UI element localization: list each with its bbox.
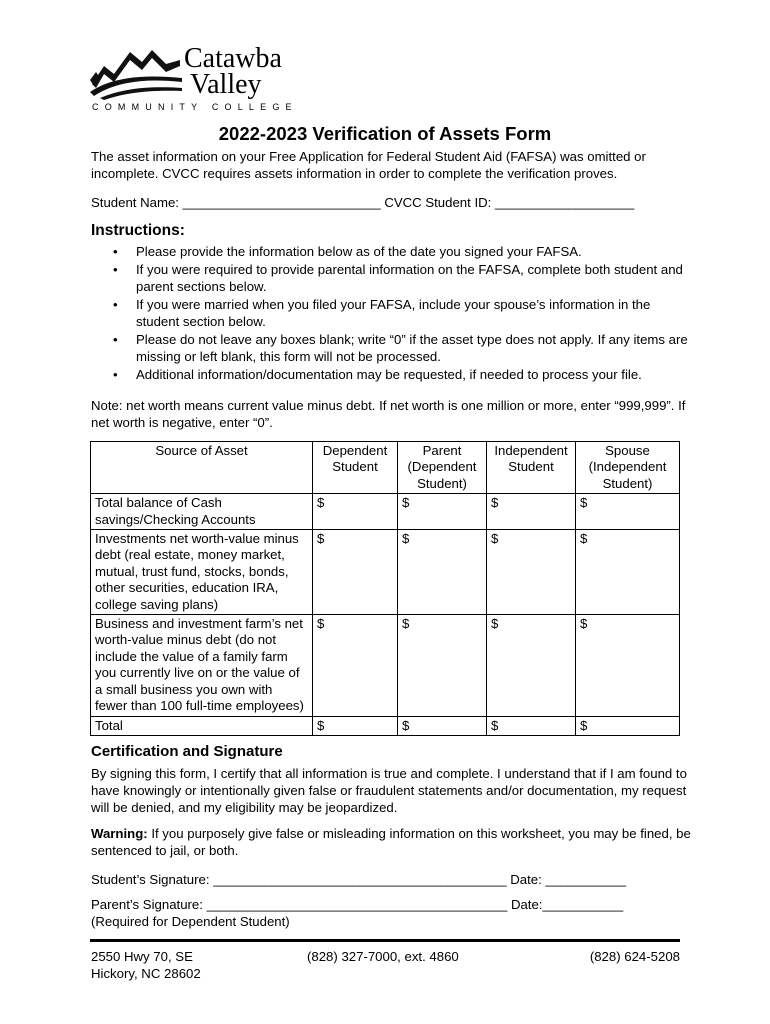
footer-phone-alt: (828) 624-5208 — [589, 949, 680, 964]
amount-cell[interactable]: $ — [487, 494, 576, 530]
list-item: • If you were required to provide parental information on the FAFSA, complete both student and parent sections below. — [113, 261, 683, 294]
row-label: Total — [91, 716, 313, 735]
table-row — [91, 716, 680, 735]
amount-cell[interactable]: $ — [487, 530, 576, 615]
amount-cell[interactable]: $ — [576, 494, 680, 530]
college-logo — [90, 43, 298, 114]
table-row — [91, 494, 680, 530]
amount-cell[interactable]: $ — [576, 716, 680, 735]
list-item: • Please do not leave any boxes blank; write “0” if the asset type does not apply. If any items are missing or left blank, this form will not be processed. — [113, 331, 688, 364]
amount-cell[interactable]: $ — [313, 494, 398, 530]
col-dependent-student: Dependent Student — [313, 442, 398, 494]
parent-signature-note: (Required for Dependent Student) — [91, 914, 290, 929]
row-label: Investments net worth-value minus debt (real estate, money market, mutual, trust fund, stocks, bonds, other securities, education IRA, college saving plans) — [91, 530, 313, 615]
net-worth-note: Note: net worth means current value minus debt. If net worth is one million or more, enter “999,999”. If net worth is negative, enter “0”. — [91, 398, 686, 430]
intro-text: The asset information on your Free Application for Federal Student Aid (FAFSA) was omitted or incomplete. CVCC requires assets information in order to complete the verification proves. — [91, 149, 646, 181]
amount-cell[interactable]: $ — [398, 716, 487, 735]
amount-cell[interactable]: $ — [398, 494, 487, 530]
bullet-icon: • — [113, 296, 118, 312]
bullet-icon: • — [113, 261, 118, 277]
amount-cell[interactable]: $ — [487, 716, 576, 735]
logo-subtitle: COMMUNITY COLLEGE — [92, 102, 298, 112]
student-info-line[interactable]: Student Name: ___________________________ CVCC Student ID: ___________________ — [91, 195, 635, 210]
instructions-list — [91, 243, 691, 383]
amount-cell[interactable]: $ — [313, 530, 398, 615]
row-label: Business and investment farm’s net worth-value minus debt (do not include the value of a family farm you currently live on or the value of a small business you own with fewer than 100 full-time employees) — [91, 615, 313, 716]
amount-cell[interactable]: $ — [398, 615, 487, 716]
list-item: • If you were married when you filed your FAFSA, include your spouse’s information in the student section below. — [113, 296, 651, 329]
certification-text: By signing this form, I certify that all information is true and complete. I understand that if I am found to have knowingly or intentionally given false or fraudulent statements and/or documentation, my request will be denied, and my eligibility may be jeopardized. — [91, 766, 687, 815]
col-parent: Parent (Dependent Student) — [398, 442, 487, 494]
list-item: • Please provide the information below as of the date you signed your FAFSA. — [113, 244, 582, 259]
table-header-row — [91, 442, 680, 494]
mountain-logo-icon — [90, 44, 182, 100]
footer-divider — [90, 939, 680, 942]
footer-address: 2550 Hwy 70, SE Hickory, NC 28602 — [91, 949, 201, 981]
assets-table — [90, 441, 680, 736]
parent-signature-line[interactable]: Parent’s Signature: _________________________________________ Date:___________ — [91, 897, 624, 912]
warning-text: Warning: If you purposely give false or misleading information on this worksheet, you may be fined, be sentenced to jail, or both. — [91, 826, 691, 858]
amount-cell[interactable]: $ — [313, 716, 398, 735]
footer-phone-main: (828) 327-7000, ext. 4860 — [307, 949, 459, 964]
bullet-icon: • — [113, 244, 118, 259]
page-title: 2022-2023 Verification of Assets Form — [218, 123, 552, 144]
amount-cell[interactable]: $ — [313, 615, 398, 716]
amount-cell[interactable]: $ — [398, 530, 487, 615]
table-row — [91, 530, 680, 615]
logo-wordmark: Catawba Valley — [184, 43, 282, 100]
row-label: Total balance of Cash savings/Checking Accounts — [91, 494, 313, 530]
col-independent-student: Independent Student — [487, 442, 576, 494]
instructions-heading: Instructions: — [91, 222, 185, 239]
table-row — [91, 615, 680, 716]
list-item: • Additional information/documentation may be requested, if needed to process your file. — [113, 366, 642, 382]
amount-cell[interactable]: $ — [576, 530, 680, 615]
amount-cell[interactable]: $ — [487, 615, 576, 716]
certification-heading: Certification and Signature — [91, 743, 283, 760]
amount-cell[interactable]: $ — [576, 615, 680, 716]
student-signature-line[interactable]: Student’s Signature: ________________________________________ Date: ___________ — [91, 872, 627, 887]
col-spouse: Spouse (Independent Student) — [576, 442, 680, 494]
bullet-icon: • — [113, 366, 118, 382]
col-source: Source of Asset — [91, 442, 313, 494]
bullet-icon: • — [113, 331, 118, 347]
